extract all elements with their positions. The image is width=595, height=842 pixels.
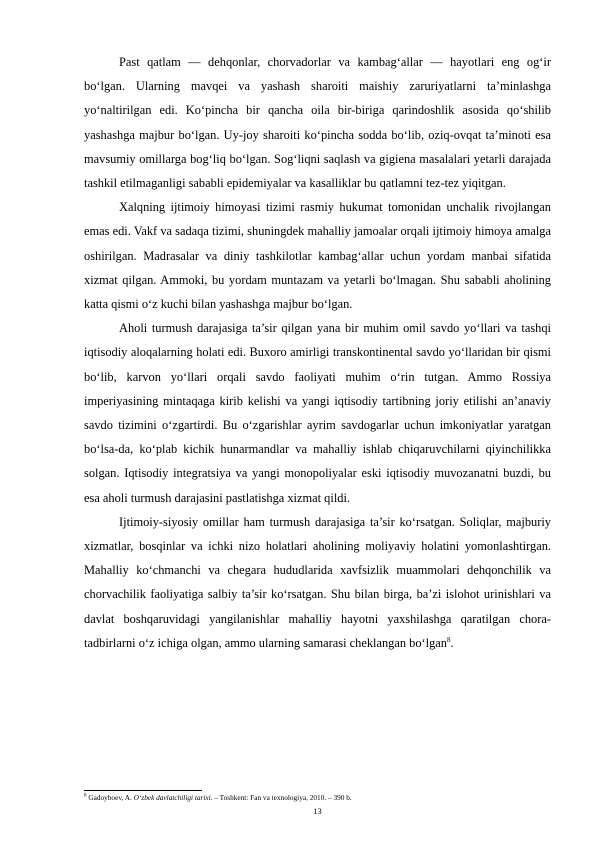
footnote — [84, 793, 551, 803]
paragraph-1: Past qatlam — dehqonlar, chorvadorlar va kambag‘allar — hayotlari eng og‘ir bo‘lgan. Ularning mavqei va yashash sharoiti maishiy zaruriyatlarni ta’minlashga yo‘naltirilgan edi. Ko‘pincha bir qancha oila bir-biriga qarindoshlik asosida qo‘shilib yashashga majbur bo‘lgan. Uy-joy sharoiti ko‘pincha sodda bo‘lib, oziq-ovqat ta’minoti esa mavsumiy omillarga bog‘liq bo‘lgan. Sog‘liqni saqlash va gigiena masalalari yetarli darajada tashkil etilmaganligi sababli epidemiyalar va kasalliklar bu qatlamni tez-tez yiqitgan. — [84, 55, 551, 191]
page-number: 13 — [313, 806, 322, 816]
footnote-reference[interactable]: 8 — [447, 635, 451, 644]
footnote-separator — [84, 790, 202, 791]
paragraph-4: Ijtimoiy-siyosiy omillar ham turmush darajasiga ta’sir ko‘rsatgan. Soliqlar, majburiy xizmatlar, bosqinlar va ichki nizo holatlari aholining moliyaviy holatini yomonlashtirgan. Mahalliy ko‘chmanchi va chegara hududlarida xavfsizlik muammolari dehqonchilik va chorvachilik faoliyatiga salbiy ta’sir ko‘rsatgan. Shu bilan birga, ba’zi islohot urinishlari va davlat boshqaruvidagi yangilanishlar mahalliy hayotni yaxshilashga qaratilgan chora-tadbirlarni o‘z ichiga olgan, ammo ularning samarasi cheklangan bo‘lgan$^8$. — [84, 514, 551, 650]
body-text — [84, 50, 551, 655]
footnote-title: O‘zbek davlatchiligi tarixi. — [133, 793, 213, 802]
footnote-author: Gadoyboev, A. — [88, 793, 134, 802]
footnote-details: – Toshkent: Fan va texnologiya, 2010. – 390 b. — [212, 793, 352, 802]
paragraph-2: Xalqning ijtimoiy himoyasi tizimi rasmiy hukumat tomonidan unchalik rivojlangan emas edi. Vakf va sadaqa tizimi, shuningdek mahalliy jamoalar orqali ijtimoiy himoya amalga oshirilgan. Madrasalar va diniy tashkilotlar kambag‘allar uchun yordam manbai sifatida xizmat qilgan. Ammoki, bu yordam muntazam va yetarli bo‘lmagan. Shu sababli aholining katta qismi o‘z kuchi bilan yashashga majbur bo‘lgan. — [84, 200, 551, 312]
paragraph-3: Aholi turmush darajasiga ta’sir qilgan yana bir muhim omil savdo yo‘llari va tashqi iqtisodiy aloqalarning holati edi. Buxoro amirligi transkontinental savdo yo‘llaridan bir qismi bo‘lib, karvon yo‘llari orqali savdo faoliyati muhim o‘rin tutgan. Ammo Rossiya imperiyasining mintaqaga kirib kelishi va yangi iqtisodiy tartibning joriy etilishi an’anaviy savdo tizimini o‘zgartirdi. Bu o‘zgarishlar ayrim savdogarlar uchun imkoniyatlar yaratgan bo‘lsa-da, ko‘plab kichik hunarmandlar va mahalliy ishlab chiqaruvchilarni qiyinchilikka solgan. Iqtisodiy integratsiya va yangi monopoliyalar eski iqtisodiy muvozanatni buzdi, bu esa aholi turmush darajasini pastlatishga xizmat qildi. — [84, 321, 551, 505]
paragraph-4-text: Ijtimoiy-siyosiy omillar ham turmush darajasiga ta’sir ko‘rsatgan. Soliqlar, majburiy xizmatlar, bosqinlar va ichki nizo holatlari aholining moliyaviy holatini yomonlashtirgan. Mahalliy ko‘chmanchi va chegara hududlarida xavfsizlik muammolari dehqonchilik va chorvachilik faoliyatiga salbiy ta’sir ko‘rsatgan. Shu bilan birga, ba’zi islohot urinishlari va davlat boshqaruvidagi yangilanishlar mahalliy hayotni yaxshilashga qaratilgan chora-tadbirlarni o‘z ichiga olgan, ammo ularning samarasi cheklangan bo‘lgan — [84, 514, 551, 650]
footnote-number: 8 — [84, 793, 87, 799]
